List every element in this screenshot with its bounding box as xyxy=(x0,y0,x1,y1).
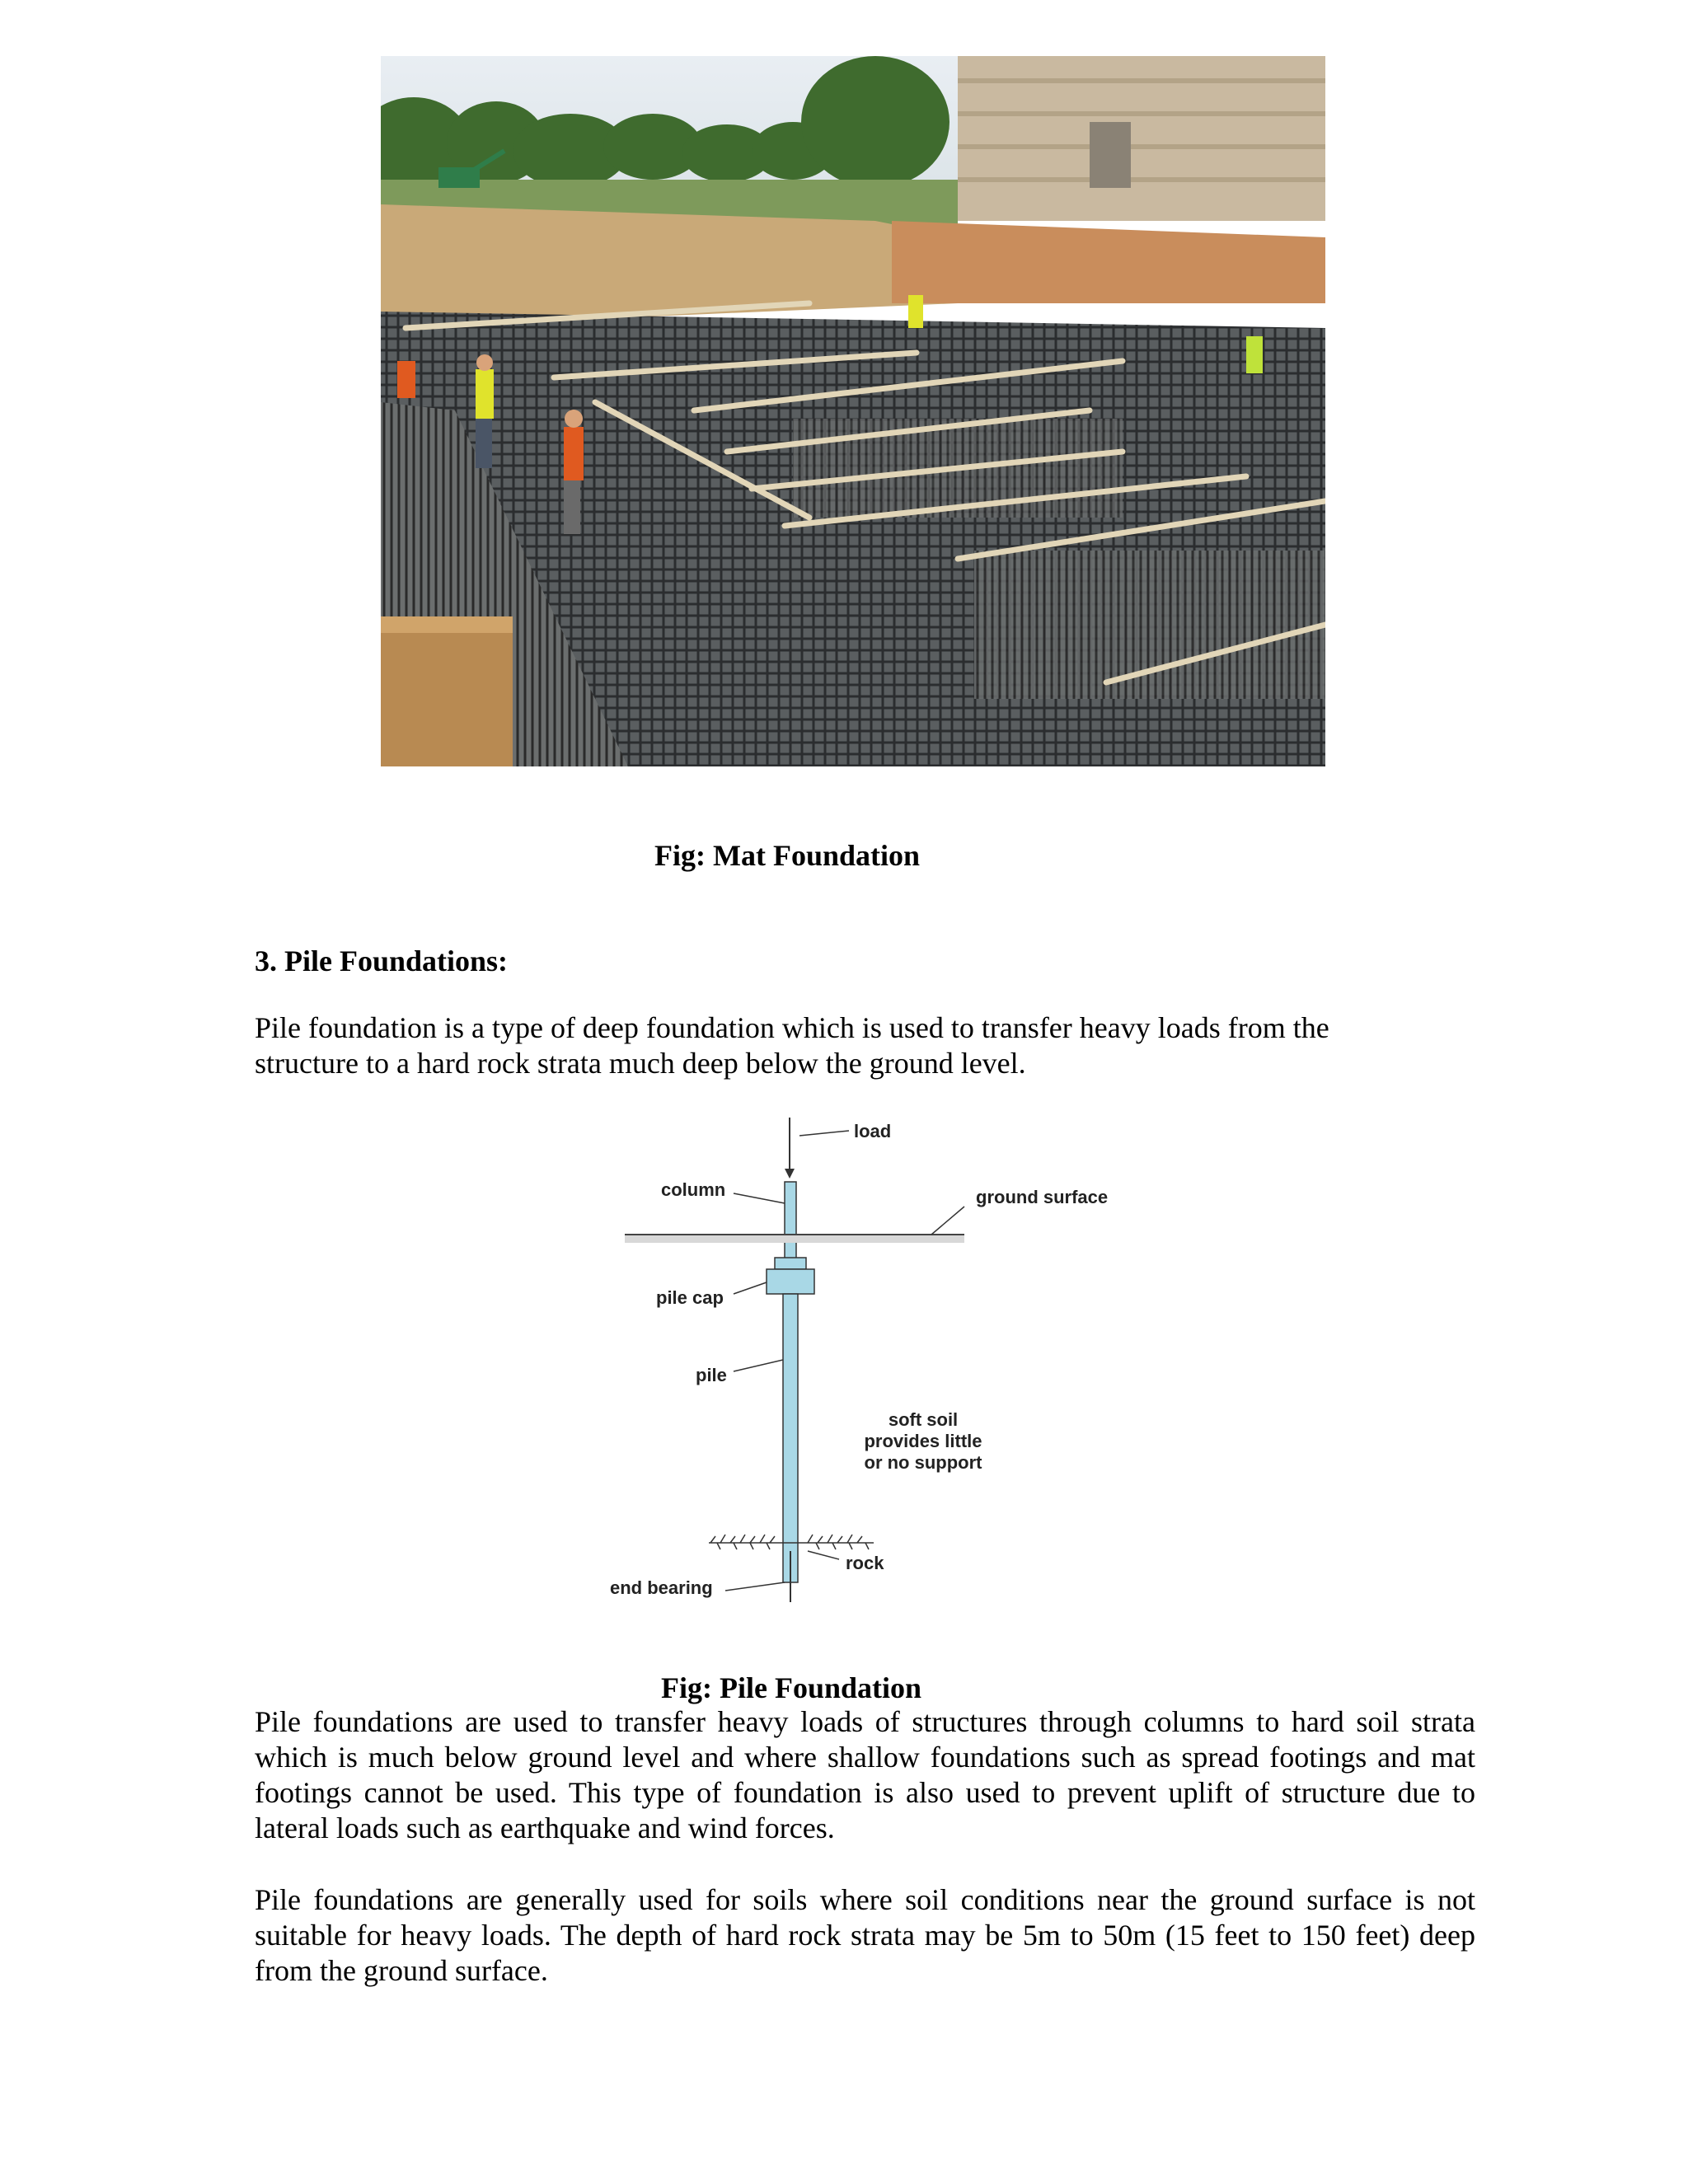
paragraph-line: Pile foundation is a type of deep foundation which is used to transfer heavy loads from the xyxy=(255,1011,1329,1044)
paragraph-line: structure to a hard rock strata much deep below the ground level. xyxy=(255,1047,1026,1080)
section-heading: 3. Pile Foundations: xyxy=(255,944,509,977)
paragraph-line: Pile foundations are used to transfer heavy loads of structures through columns to hard soil strata xyxy=(255,1705,1475,1738)
label-pile: pile xyxy=(696,1365,727,1385)
mat-foundation-caption: Fig: Mat Foundation xyxy=(654,839,921,872)
label-rock: rock xyxy=(846,1553,884,1573)
label-soft-soil-line2: provides little xyxy=(864,1431,982,1451)
label-column: column xyxy=(661,1179,726,1200)
paragraph-line: from the ground surface. xyxy=(255,1954,548,1987)
paragraph-line: lateral loads such as earthquake and wind forces. xyxy=(255,1811,835,1844)
label-load: load xyxy=(854,1121,892,1141)
pile-foundation-caption: Fig: Pile Foundation xyxy=(661,1671,922,1704)
paragraph-line: suitable for heavy loads. The depth of hard rock strata may be 5m to 50m (15 feet to 150 feet) deep xyxy=(255,1919,1475,1952)
paragraph-line: Pile foundations are generally used for soils where soil conditions near the ground surface is not xyxy=(255,1883,1475,1916)
label-end-bearing: end bearing xyxy=(610,1577,713,1598)
paragraph-soil-conditions xyxy=(255,1882,1475,1989)
label-soft-soil-line3: or no support xyxy=(864,1452,982,1473)
label-pile-cap: pile cap xyxy=(656,1287,724,1308)
label-soft-soil-line1: soft soil xyxy=(888,1409,959,1430)
paragraph-line: which is much below ground level and where shallow foundations such as spread footings and mat xyxy=(255,1741,1475,1774)
label-ground-surface: ground surface xyxy=(976,1187,1109,1207)
paragraph-line: footings cannot be used. This type of foundation is also used to prevent uplift of structure due to xyxy=(255,1776,1475,1809)
intro-paragraph xyxy=(255,1010,1329,1081)
pile-foundation-diagram xyxy=(602,1111,1129,1614)
mat-foundation-photo xyxy=(381,56,1325,766)
paragraph-usage xyxy=(255,1704,1475,1846)
